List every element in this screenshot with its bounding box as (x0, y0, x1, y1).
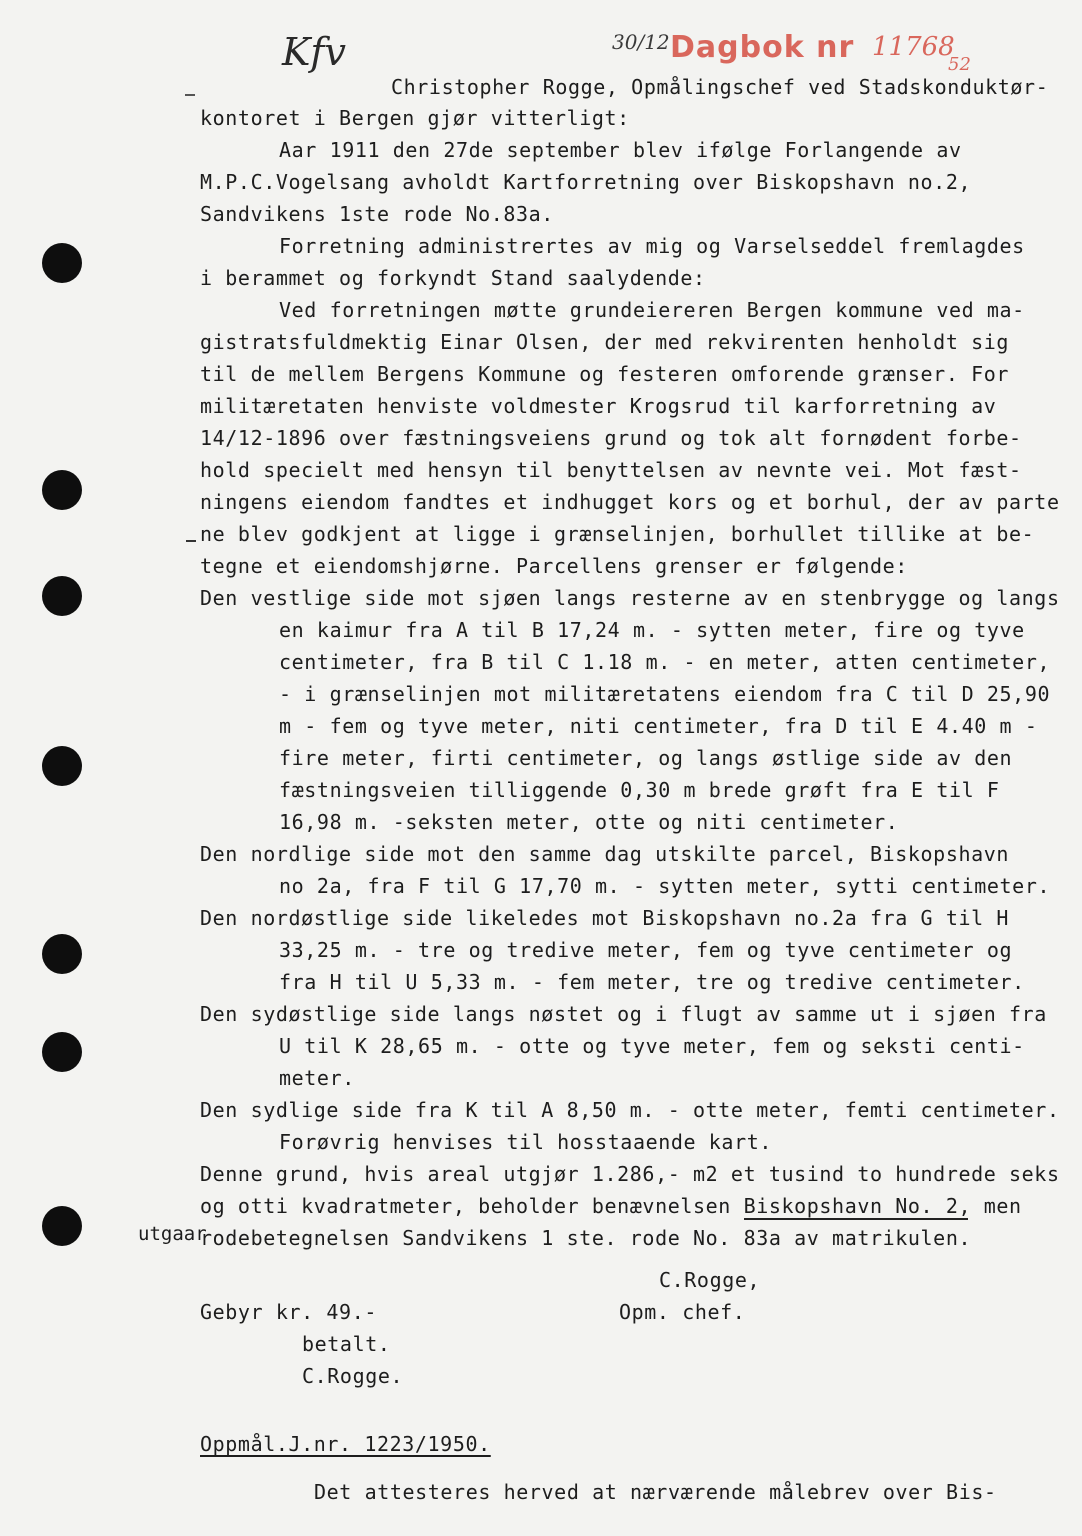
punch-hole (42, 243, 82, 283)
text-line: kontoret i Bergen gjør vitterligt: (200, 106, 630, 130)
text-line: militæretaten henviste voldmester Krogsrud til karforretning av (200, 394, 997, 418)
text-line: Sandvikens 1ste rode No.83a. (200, 202, 554, 226)
text-line: Den nordlige side mot den samme dag utskilte parcel, Biskopshavn (200, 842, 1010, 866)
text-line: Christopher Rogge, Opmålingschef ved Stadskonduktør- (391, 75, 1049, 99)
handwritten-initials: Kfv (282, 30, 346, 74)
text-line: fra H til U 5,33 m. - fem meter, tre og tredive centimeter. (279, 970, 1025, 994)
text-line: til de mellem Bergens Kommune og festeren omforende grænser. For (200, 362, 1010, 386)
margin-dash (185, 94, 195, 96)
signature-name: C.Rogge, (659, 1268, 761, 1292)
punch-hole (42, 1206, 82, 1246)
fee-paid: betalt. (302, 1332, 391, 1356)
text-line: centimeter, fra B til C 1.18 m. - en meter, atten centimeter, (279, 650, 1051, 674)
dagbok-stamp-label: Dagbok nr (670, 30, 855, 65)
dagbok-stamp-number: 11768 (872, 32, 955, 62)
dagbok-stamp-year: 52 (948, 54, 971, 75)
text-line: tegne et eiendomshjørne. Parcellens grenser er følgende: (200, 554, 908, 578)
text-line: - i grænselinjen mot militæretatens eiendom fra C til D 25,90 (279, 682, 1051, 706)
punch-hole (42, 746, 82, 786)
handwritten-date: 30/12 (612, 30, 670, 54)
text-line: Forretning administrertes av mig og Varselseddel fremlagdes (279, 234, 1025, 258)
text-line: Den sydøstlige side langs nøstet og i flugt av samme ut i sjøen fra (200, 1002, 1047, 1026)
fee-signature: C.Rogge. (302, 1364, 404, 1388)
text-line: Forøvrig henvises til hosstaaende kart. (279, 1130, 772, 1154)
text-line: m - fem og tyve meter, niti centimeter, fra D til E 4.40 m - (279, 714, 1038, 738)
text-line: 14/12-1896 over fæstningsveiens grund og tok alt fornødent forbe- (200, 426, 1022, 450)
text-line: fire meter, firti centimeter, og langs østlige side av den (279, 746, 1013, 770)
text-line: rodebetegnelsen Sandvikens 1 ste. rode No. 83a av matrikulen. (200, 1226, 972, 1250)
text-line: en kaimur fra A til B 17,24 m. - sytten meter, fire og tyve (279, 618, 1025, 642)
text-line: Ved forretningen møtte grundeiereren Bergen kommune ved ma- (279, 298, 1025, 322)
text-line: 33,25 m. - tre og tredive meter, fem og tyve centimeter og (279, 938, 1013, 962)
punch-hole (42, 934, 82, 974)
fee-line: Gebyr kr. 49.- (200, 1300, 377, 1324)
journal-number: Oppmål.J.nr. 1223/1950. (200, 1432, 491, 1456)
underline-biskopshavn (744, 1218, 968, 1220)
text-line: i berammet og forkyndt Stand saalydende: (200, 266, 706, 290)
margin-note-utgaar: utgaar (138, 1223, 207, 1245)
text-line: Det attesteres herved at nærværende målebrev over Bis- (314, 1480, 997, 1504)
text-line: Den sydlige side fra K til A 8,50 m. - otte meter, femti centimeter. (200, 1098, 1060, 1122)
text-line: ningens eiendom fandtes et indhugget kors og et borhul, der av parte (200, 490, 1060, 514)
punch-hole (42, 1032, 82, 1072)
text-line: 16,98 m. -seksten meter, otte og niti centimeter. (279, 810, 899, 834)
punch-hole (42, 576, 82, 616)
text-line: fæstningsveien tilliggende 0,30 m brede grøft fra E til F (279, 778, 1000, 802)
text-line: hold specielt med hensyn til benyttelsen av nevnte vei. Mot fæst- (200, 458, 1022, 482)
text-line: Den vestlige side mot sjøen langs resterne av en stenbrygge og langs (200, 586, 1060, 610)
text-line: gistratsfuldmektig Einar Olsen, der med rekvirenten henholdt sig (200, 330, 1010, 354)
margin-dash (186, 540, 196, 542)
signature-title: Opm. chef. (619, 1300, 746, 1324)
text-line: ne blev godkjent at ligge i grænselinjen, borhullet tillike at be- (200, 522, 1035, 546)
text-line: og otti kvadratmeter, beholder benævnelsen Biskopshavn No. 2, men (200, 1194, 1022, 1218)
text-line: Denne grund, hvis areal utgjør 1.286,- m2 et tusind to hundrede seks (200, 1162, 1060, 1186)
punch-hole (42, 470, 82, 510)
text-line: U til K 28,65 m. - otte og tyve meter, fem og seksti centi- (279, 1034, 1025, 1058)
text-line: M.P.C.Vogelsang avholdt Kartforretning over Biskopshavn no.2, (200, 170, 972, 194)
text-line: meter. (279, 1066, 355, 1090)
text-line: no 2a, fra F til G 17,70 m. - sytten meter, sytti centimeter. (279, 874, 1051, 898)
text-line: Aar 1911 den 27de september blev ifølge Forlangende av (279, 138, 962, 162)
text-line: Den nordøstlige side likeledes mot Biskopshavn no.2a fra G til H (200, 906, 1010, 930)
